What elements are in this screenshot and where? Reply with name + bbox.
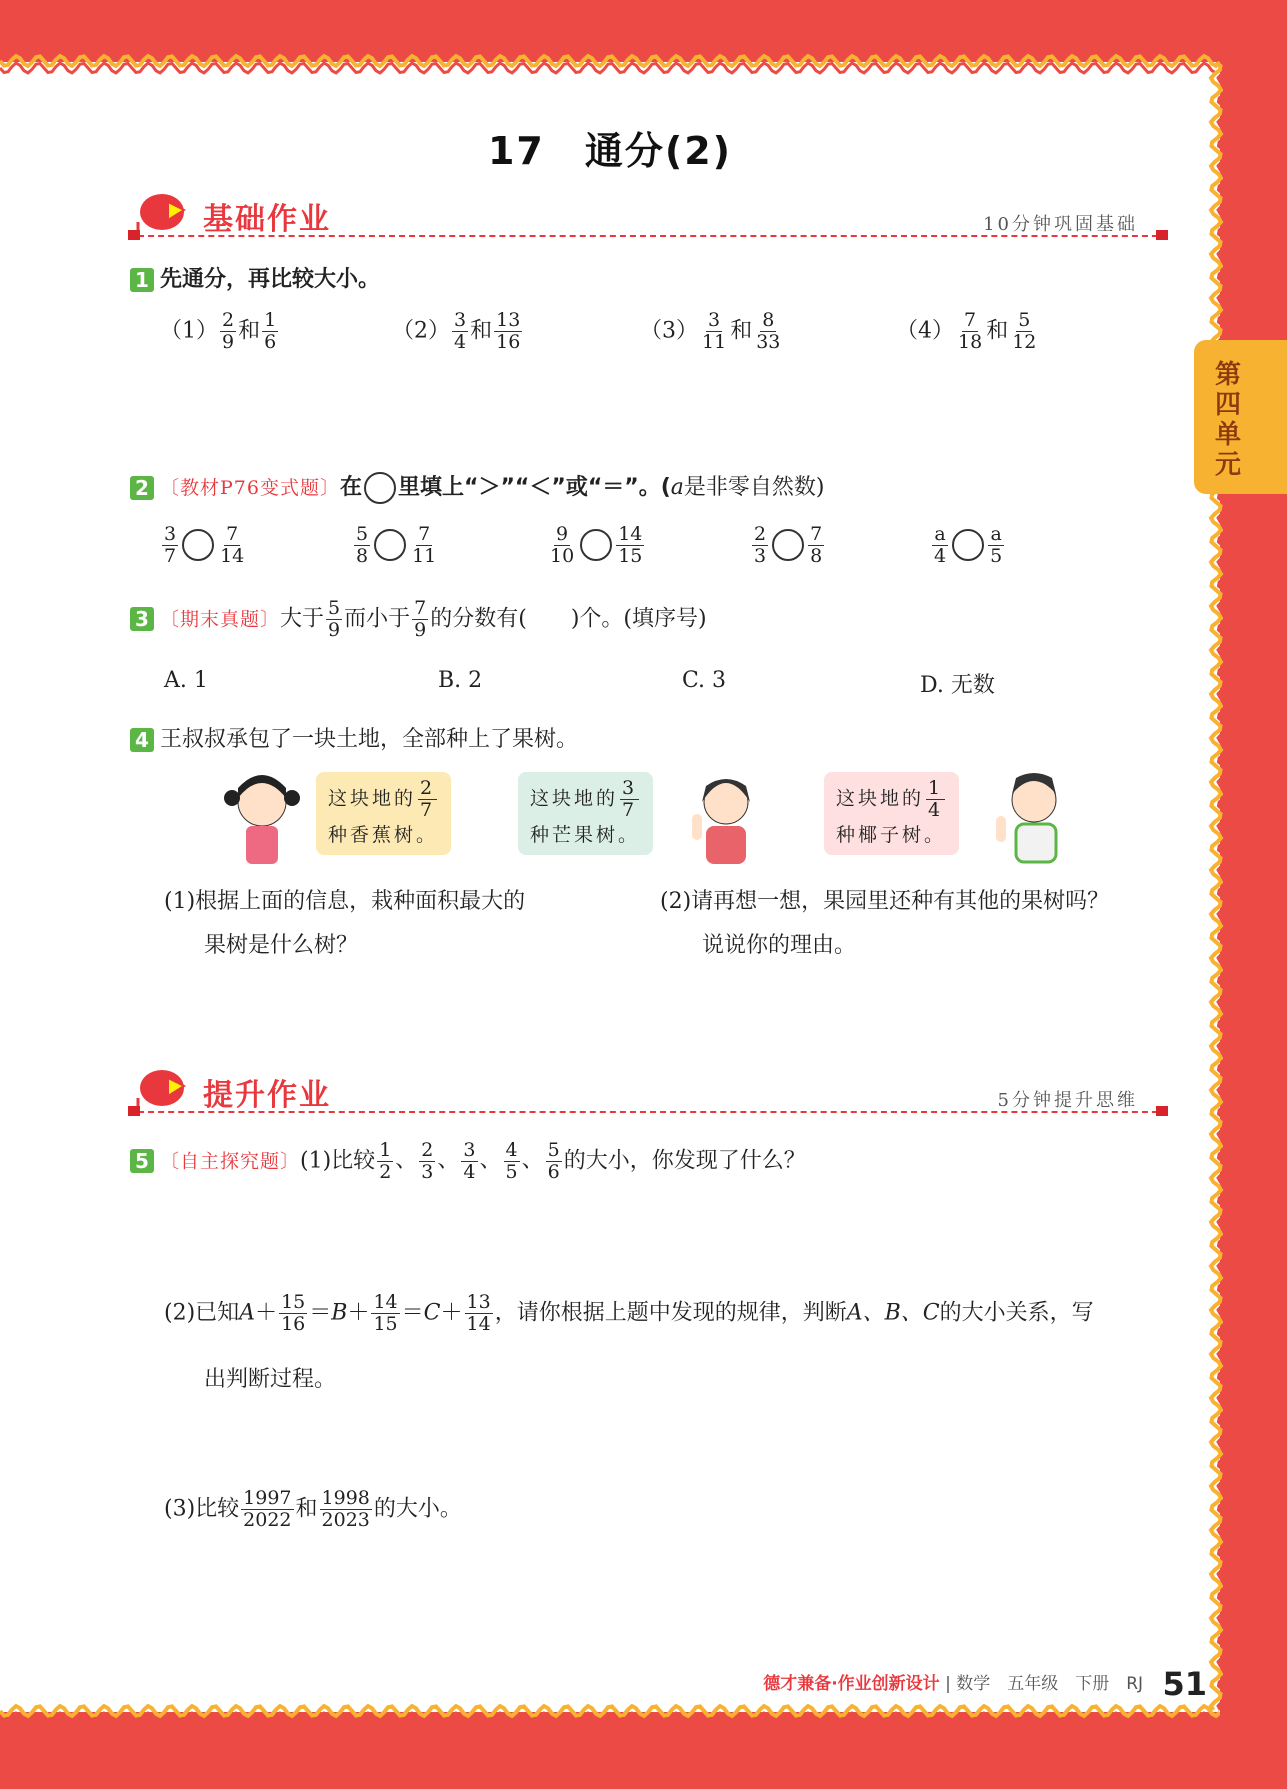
question-5-part2-line1: (2)已知A＋ $\frac{15}{16}$ ＝B＋ $\frac{14}{15}$ ＝C＋ $\frac{13}{14}$ ，请你根据上题中发现的规律，判断A、B、C的大小关系，写 bbox=[164, 1291, 1094, 1335]
divider-end bbox=[128, 1106, 140, 1116]
fraction: $\frac{13}{16}$ bbox=[496, 309, 521, 353]
section-advanced-header bbox=[128, 1064, 1168, 1116]
question-number-badge: 2 bbox=[130, 476, 154, 500]
footer-separator: | bbox=[945, 1674, 951, 1694]
section-basic-header bbox=[128, 188, 1168, 240]
question-text: (1)比较 bbox=[300, 1148, 376, 1174]
question-text: 先通分，再比较大小。 bbox=[160, 267, 381, 292]
question-4-prompt bbox=[130, 722, 578, 753]
answer-circle[interactable] bbox=[952, 529, 984, 561]
question-text: 是非零自然数) bbox=[683, 475, 825, 500]
boy-character-icon bbox=[990, 764, 1070, 864]
question-number-badge: 5 bbox=[130, 1149, 154, 1173]
unit-side-label: 第四单元 bbox=[1214, 360, 1241, 480]
fraction: $\frac{5}{8}$ bbox=[356, 523, 369, 567]
fraction: $\frac{3}{11}$ bbox=[702, 309, 727, 353]
fraction: $\frac{7}{8}$ bbox=[810, 523, 823, 567]
fraction: $\frac{5}{12}$ bbox=[1012, 309, 1037, 353]
page-footer bbox=[763, 1665, 1207, 1703]
question-1-item: （4） $\frac{7}{18}$ 和 $\frac{5}{12}$ bbox=[896, 309, 1037, 353]
fraction: $\frac{3}{7}$ bbox=[622, 777, 638, 821]
fraction: $\frac{3}{7}$ bbox=[164, 523, 177, 567]
question-2-item bbox=[930, 524, 1006, 567]
fraction: $\frac{5}{6}$ bbox=[547, 1139, 560, 1183]
fraction: $\frac{7}{14}$ bbox=[220, 523, 245, 567]
question-tag: 〔教材P76变式题〕 bbox=[160, 477, 340, 499]
answer-circle[interactable] bbox=[772, 529, 804, 561]
answer-circle-icon bbox=[364, 472, 396, 504]
fraction: $\frac{3}{4}$ bbox=[463, 1139, 476, 1183]
section-basic-title: 基础作业 bbox=[203, 202, 331, 237]
question-text: 的分数有( )个。(填序号) bbox=[430, 606, 707, 632]
question-text: 王叔叔承包了一块土地，全部种上了果树。 bbox=[160, 727, 579, 752]
question-text: 在 bbox=[339, 475, 362, 500]
fraction: $\frac{2}{7}$ bbox=[420, 777, 436, 821]
bottom-wave-border bbox=[0, 1700, 1220, 1726]
question-number-badge: 1 bbox=[130, 268, 154, 292]
girl-character-icon bbox=[222, 768, 302, 866]
top-wave-border bbox=[0, 50, 1220, 76]
answer-circle[interactable] bbox=[374, 529, 406, 561]
question-2-prompt bbox=[130, 470, 825, 504]
question-4-sub1-line2: 果树是什么树？ bbox=[204, 933, 359, 958]
question-number-badge: 4 bbox=[130, 728, 154, 752]
speech-bubble-coconut: 这块地的 $\frac{1}{4}$ 种椰子树。 bbox=[824, 772, 959, 855]
lantern-icon bbox=[134, 1064, 194, 1114]
question-2-item bbox=[352, 524, 440, 567]
fraction: $\frac{13}{14}$ bbox=[466, 1291, 491, 1335]
option-c[interactable]: C. 3 bbox=[682, 668, 727, 693]
fraction: $\frac{7}{18}$ bbox=[958, 309, 983, 353]
fraction: $\frac{14}{15}$ bbox=[618, 523, 643, 567]
footer-brand: 德才兼备·作业创新设计 bbox=[763, 1674, 940, 1694]
variable: a bbox=[670, 475, 684, 500]
fraction-list: $\frac{1}{2}$ 、 $\frac{2}{3}$ 、 $\frac{3}{4}$ 、 $\frac{4}{5}$ 、 $\frac{5}{6}$ bbox=[379, 1139, 560, 1183]
answer-circle[interactable] bbox=[182, 529, 214, 561]
fraction: $\frac{4}{5}$ bbox=[505, 1139, 518, 1183]
divider-end bbox=[1156, 230, 1168, 240]
section-advanced-note: 5分钟提升思维 bbox=[997, 1090, 1138, 1111]
question-4-sub2-line2: 说说你的理由。 bbox=[702, 933, 857, 958]
option-b[interactable]: B. 2 bbox=[438, 668, 483, 693]
fraction: $\frac{2}{3}$ bbox=[754, 523, 767, 567]
lantern-icon bbox=[134, 188, 194, 238]
question-1-item: （2） $\frac{3}{4}$ 和 $\frac{13}{16}$ bbox=[392, 309, 521, 353]
fraction: $\frac{8}{33}$ bbox=[756, 309, 781, 353]
question-4-sub2-line1: (2)请再想一想，果园里还种有其他的果树吗？ bbox=[660, 889, 1110, 914]
fraction: $\frac{14}{15}$ bbox=[373, 1291, 398, 1335]
footer-info: 数学 五年级 下册 RJ bbox=[956, 1674, 1144, 1694]
answer-circle[interactable] bbox=[580, 529, 612, 561]
question-1-prompt bbox=[130, 262, 380, 293]
section-basic-note: 10分钟巩固基础 bbox=[983, 214, 1138, 235]
fraction: $\frac{9}{10}$ bbox=[550, 523, 575, 567]
lesson-title: 17 通分(2) bbox=[487, 129, 733, 173]
question-2-item bbox=[750, 524, 826, 567]
divider-end bbox=[1156, 1106, 1168, 1116]
speech-bubble-banana: 这块地的 $\frac{2}{7}$ 种香蕉树。 bbox=[316, 772, 451, 855]
fraction: $\frac{7}{9}$ bbox=[414, 597, 427, 641]
section-divider bbox=[128, 1111, 1168, 1113]
fraction: $\frac{1}{2}$ bbox=[379, 1139, 392, 1183]
speech-bubble-mango: 这块地的 $\frac{3}{7}$ 种芒果树。 bbox=[518, 772, 653, 855]
question-1-item: （3） $\frac{3}{11}$ 和 $\frac{8}{33}$ bbox=[640, 309, 781, 353]
fraction: $\frac{1998}{2023}$ bbox=[321, 1487, 370, 1531]
question-3-prompt bbox=[130, 598, 707, 641]
fraction: $\frac{a}{4}$ bbox=[934, 523, 947, 567]
question-1-item: （1） $\frac{2}{9}$ 和 $\frac{1}{6}$ bbox=[160, 309, 277, 353]
fraction: $\frac{a}{5}$ bbox=[990, 523, 1003, 567]
fraction: $\frac{5}{9}$ bbox=[328, 597, 341, 641]
question-5-part2-line2: 出判断过程。 bbox=[204, 1367, 337, 1392]
question-tag: 〔自主探究题〕 bbox=[160, 1150, 301, 1173]
question-number-badge: 3 bbox=[130, 607, 154, 631]
question-2-item bbox=[546, 524, 646, 567]
question-text: 里填上“＞”“＜”或“＝”。( bbox=[397, 475, 671, 500]
fraction: $\frac{2}{3}$ bbox=[421, 1139, 434, 1183]
section-advanced-title: 提升作业 bbox=[203, 1078, 331, 1113]
question-5-part3: (3)比较 $\frac{1997}{2022}$ 和 $\frac{1998}{2023}$ 的大小。 bbox=[164, 1487, 462, 1531]
question-4-sub1-line1: (1)根据上面的信息，栽种面积最大的 bbox=[164, 889, 526, 914]
fraction: $\frac{1997}{2022}$ bbox=[243, 1487, 292, 1531]
woman-character-icon bbox=[686, 768, 766, 866]
fraction: $\frac{15}{16}$ bbox=[281, 1291, 306, 1335]
option-a[interactable]: A. 1 bbox=[164, 668, 208, 693]
divider-end bbox=[128, 230, 140, 240]
option-d[interactable]: D. 无数 bbox=[920, 673, 995, 698]
fraction: $\frac{1}{4}$ bbox=[928, 777, 944, 821]
question-2-item bbox=[160, 524, 248, 567]
right-wave-border bbox=[1205, 62, 1231, 1712]
fraction: $\frac{7}{11}$ bbox=[412, 523, 437, 567]
fraction: $\frac{2}{9}$ bbox=[222, 309, 235, 353]
section-divider bbox=[128, 235, 1168, 237]
question-tag: 〔期末真题〕 bbox=[160, 608, 281, 631]
question-text: 而小于 bbox=[344, 606, 411, 632]
question-5-part1 bbox=[130, 1140, 806, 1183]
page-number: 51 bbox=[1162, 1665, 1207, 1703]
question-text: 的大小，你发现了什么？ bbox=[563, 1148, 806, 1174]
fraction: $\frac{1}{6}$ bbox=[264, 309, 277, 353]
question-text: 大于 bbox=[280, 606, 325, 632]
fraction: $\frac{3}{4}$ bbox=[454, 309, 467, 353]
